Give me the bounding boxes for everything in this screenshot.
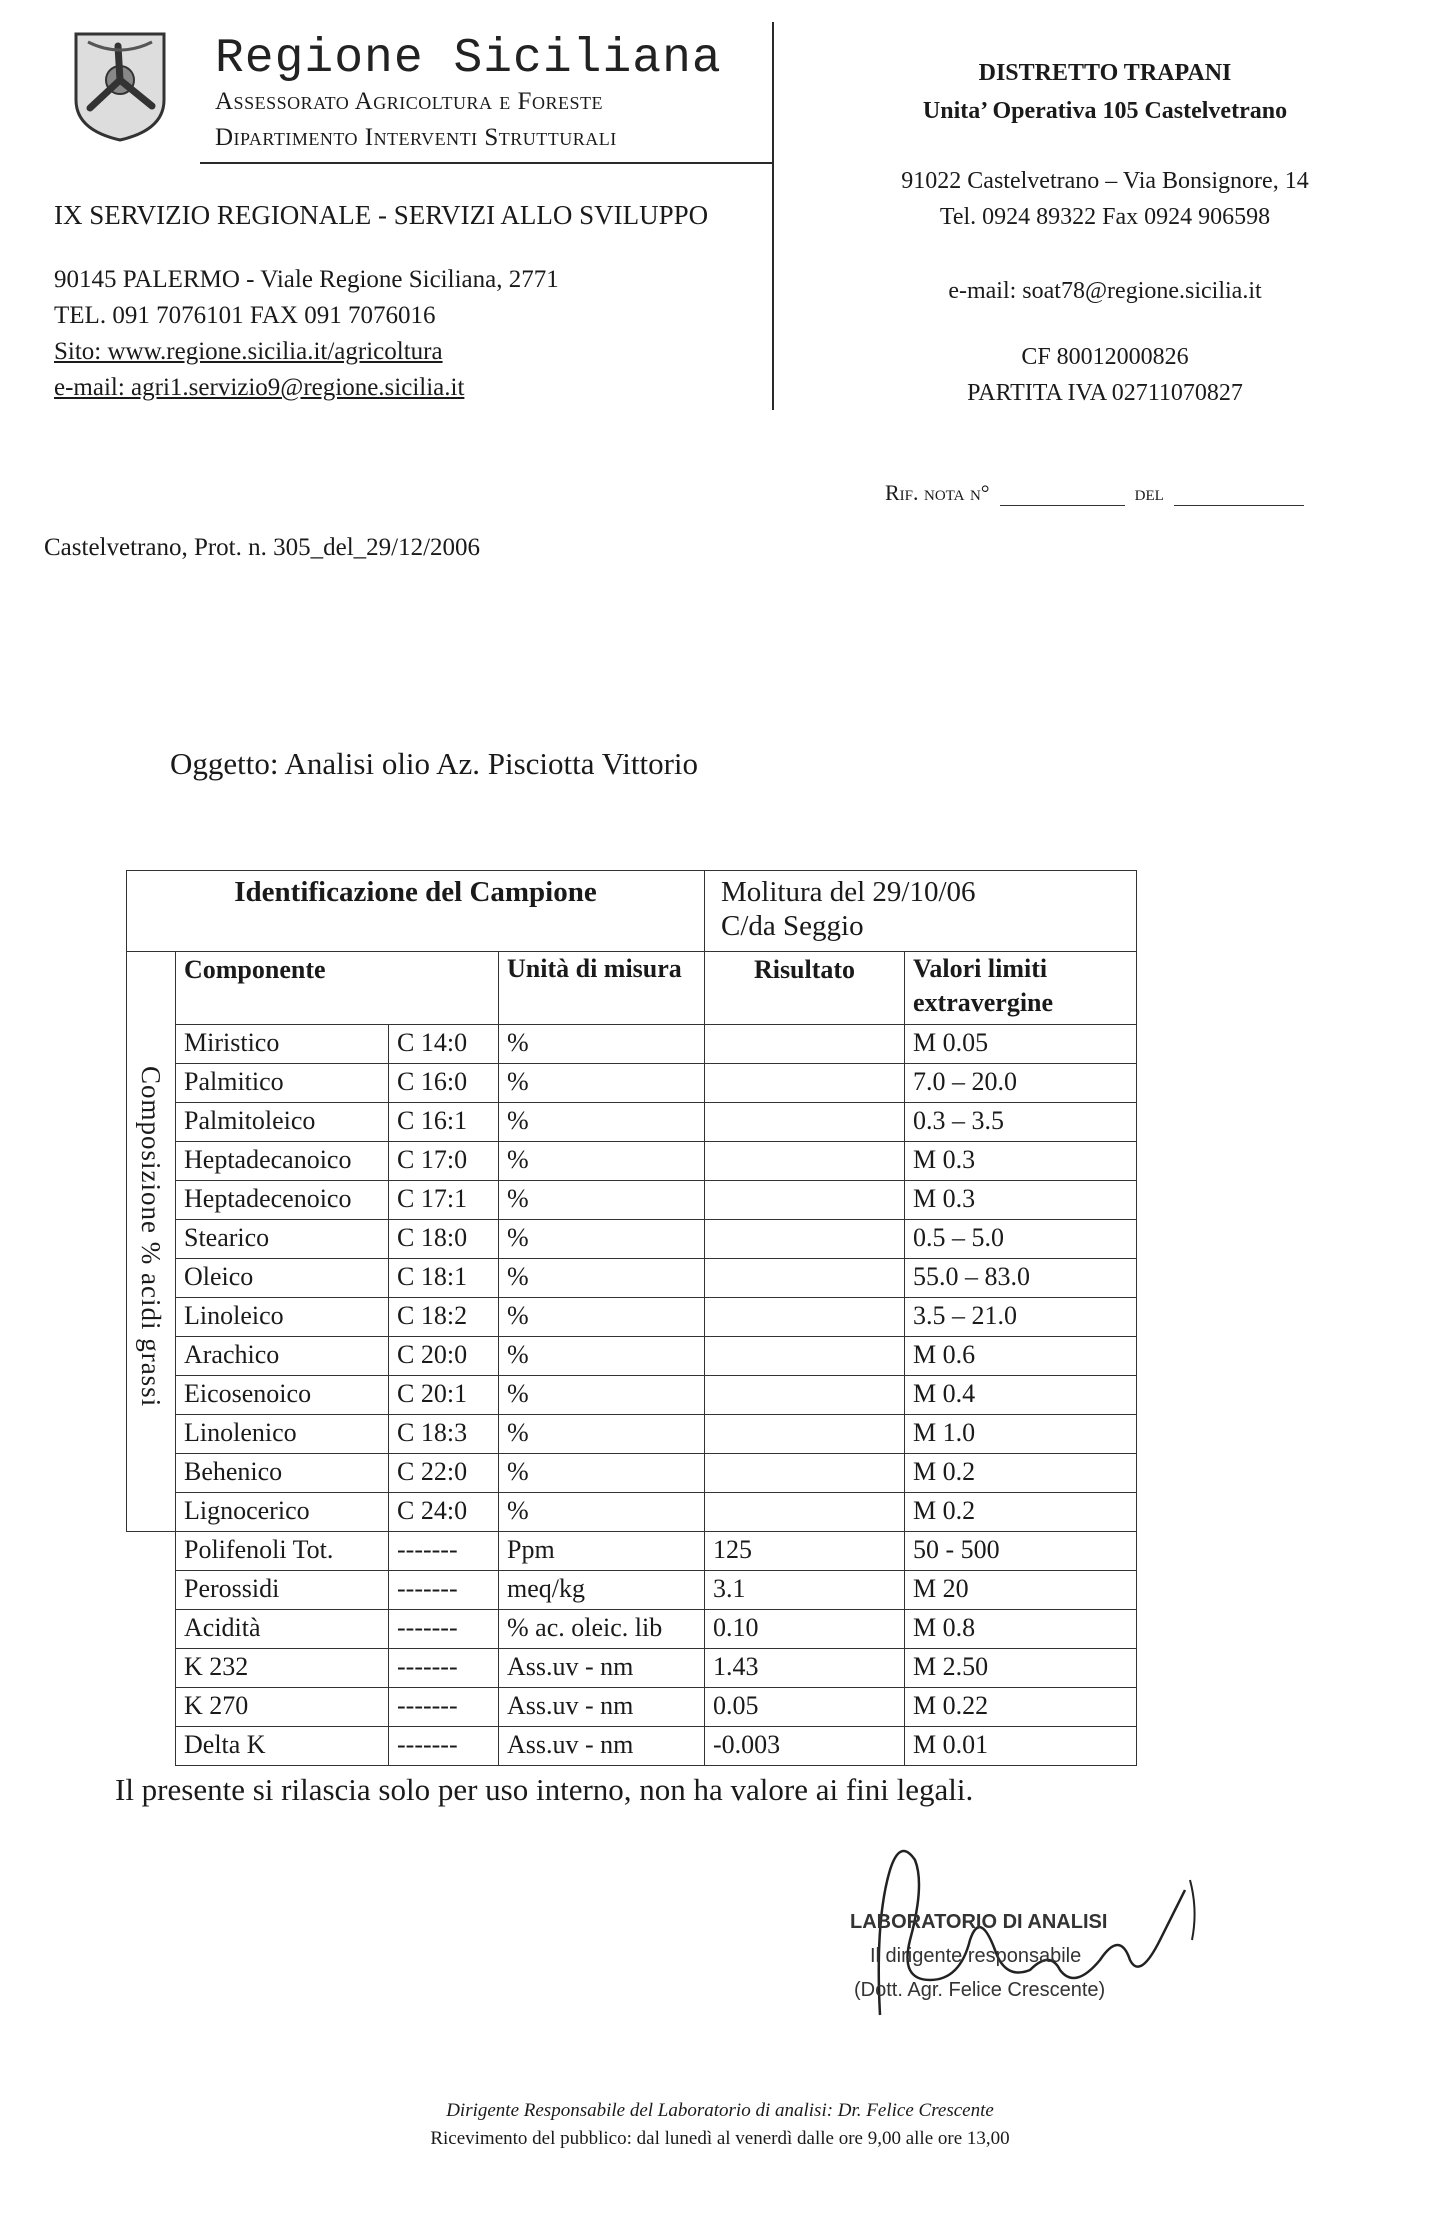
cell-unit: % (499, 1220, 705, 1259)
cell-limit: M 0.01 (905, 1727, 1137, 1766)
cell-result: 0.05 (705, 1688, 905, 1727)
cell-limit: 55.0 – 83.0 (905, 1259, 1137, 1298)
left-address: 90145 PALERMO - Viale Regione Siciliana, 2771 (54, 266, 559, 293)
cell-unit: Ass.uv - nm (499, 1727, 705, 1766)
cell-name: Polifenoli Tot. (176, 1532, 389, 1571)
left-telfax: TEL. 091 7076101 FAX 091 7076016 (54, 302, 436, 329)
cell-limit: 50 - 500 (905, 1532, 1137, 1571)
table-row (127, 1298, 1137, 1337)
cell-code: ------- (389, 1532, 499, 1571)
cell-unit: % (499, 1259, 705, 1298)
cell-unit: % (499, 1298, 705, 1337)
right-telfax: Tel. 0924 89322 Fax 0924 906598 (939, 204, 1271, 230)
cell-code: C 24:0 (389, 1493, 499, 1532)
spacer-cell (127, 1610, 176, 1649)
cell-name: K 232 (176, 1649, 389, 1688)
rif-label: Rif. nota n° (885, 480, 990, 505)
cell-result: -0.003 (705, 1727, 905, 1766)
right-email: e-mail: soat78@regione.sicilia.it (948, 278, 1262, 304)
table-row (127, 1571, 1137, 1610)
table-row (127, 1532, 1137, 1571)
cell-limit: 0.5 – 5.0 (905, 1220, 1137, 1259)
cell-result (705, 1493, 905, 1532)
cell-code: C 20:1 (389, 1376, 499, 1415)
region-emblem-icon (70, 30, 170, 142)
servizio-label: IX SERVIZIO REGIONALE - SERVIZI ALLO SVILUPPO (54, 200, 709, 230)
cell-limit: M 0.4 (905, 1376, 1137, 1415)
table-row (127, 1376, 1137, 1415)
cell-name: Oleico (176, 1259, 389, 1298)
cell-code: C 18:0 (389, 1220, 499, 1259)
cell-name: Palmitico (176, 1064, 389, 1103)
right-address: 91022 Castelvetrano – Via Bonsignore, 14 (901, 168, 1309, 194)
rif-number-blank (1000, 485, 1125, 506)
stamp-line3: (Dott. Agr. Felice Crescente) (854, 1979, 1106, 2001)
assessorato-label: Assessorato Agricoltura e Foreste (215, 88, 603, 115)
sample-line1: Molitura del 29/10/06 (721, 876, 976, 908)
spacer-cell (127, 1688, 176, 1727)
cell-name: Behenico (176, 1454, 389, 1493)
analysis-table (126, 870, 1137, 1766)
table-row (127, 1142, 1137, 1181)
cell-unit: % ac. oleic. lib (499, 1610, 705, 1649)
cell-code: ------- (389, 1727, 499, 1766)
cell-unit: Ppm (499, 1532, 705, 1571)
table-row (127, 1415, 1137, 1454)
left-website-link[interactable]: Sito: www.regione.sicilia.it/agricoltura (54, 338, 443, 365)
cell-result: 125 (705, 1532, 905, 1571)
cell-result (705, 1064, 905, 1103)
cell-name: Heptadecenoico (176, 1181, 389, 1220)
cell-code: ------- (389, 1571, 499, 1610)
cell-result (705, 1376, 905, 1415)
sample-line2: C/da Seggio (721, 910, 864, 942)
table-column-header-row (127, 952, 1137, 1025)
cell-code: ------- (389, 1688, 499, 1727)
cell-limit: 7.0 – 20.0 (905, 1064, 1137, 1103)
unita-operativa: Unita’ Operativa 105 Castelvetrano (922, 98, 1288, 124)
cell-result (705, 1181, 905, 1220)
cell-limit: M 0.6 (905, 1337, 1137, 1376)
cell-result: 3.1 (705, 1571, 905, 1610)
cell-unit: % (499, 1025, 705, 1064)
cell-code: C 18:2 (389, 1298, 499, 1337)
cell-limit: M 0.05 (905, 1025, 1137, 1064)
cell-limit: M 0.2 (905, 1454, 1137, 1493)
cell-code: C 16:1 (389, 1103, 499, 1142)
stamp-line2: Il dirigente responsabile (870, 1945, 1082, 1967)
vertical-label-cell (127, 952, 176, 1532)
table-row (127, 1649, 1137, 1688)
header-divider (200, 162, 772, 164)
right-piva: PARTITA IVA 02711070827 (967, 380, 1243, 406)
cell-unit: % (499, 1181, 705, 1220)
cell-limit: 3.5 – 21.0 (905, 1298, 1137, 1337)
spacer-cell (127, 1649, 176, 1688)
cell-result: 0.10 (705, 1610, 905, 1649)
table-row (127, 1688, 1137, 1727)
subject-line: Oggetto: Analisi olio Az. Pisciotta Vittorio (170, 746, 698, 781)
cell-unit: % (499, 1376, 705, 1415)
cell-limit: M 0.3 (905, 1181, 1137, 1220)
cell-limit: M 0.3 (905, 1142, 1137, 1181)
footer-line1: Dirigente Responsabile del Laboratorio di analisi: Dr. Felice Crescente (446, 2100, 994, 2121)
cell-result (705, 1025, 905, 1064)
cell-code: ------- (389, 1610, 499, 1649)
header-vertical-divider (772, 22, 774, 410)
cell-code: ------- (389, 1649, 499, 1688)
cell-unit: % (499, 1415, 705, 1454)
table-row (127, 1103, 1137, 1142)
stamp-line1: LABORATORIO DI ANALISI (850, 1911, 1108, 1933)
cell-name: Perossidi (176, 1571, 389, 1610)
cell-name: Linoleico (176, 1298, 389, 1337)
cell-name: Heptadecanoico (176, 1142, 389, 1181)
region-title: Regione Siciliana (215, 32, 722, 86)
right-cf: CF 80012000826 (1021, 344, 1189, 370)
cell-result (705, 1415, 905, 1454)
cell-name: Eicosenoico (176, 1376, 389, 1415)
table-row (127, 1493, 1137, 1532)
cell-unit: % (499, 1142, 705, 1181)
col-result: Risultato (705, 952, 905, 1025)
cell-name: Arachico (176, 1337, 389, 1376)
cell-name: Palmitoleico (176, 1103, 389, 1142)
table-row (127, 1727, 1137, 1766)
cell-limit: 0.3 – 3.5 (905, 1103, 1137, 1142)
cell-name: Stearico (176, 1220, 389, 1259)
cell-limit: M 0.2 (905, 1493, 1137, 1532)
cell-result (705, 1337, 905, 1376)
cell-code: C 18:3 (389, 1415, 499, 1454)
cell-result (705, 1259, 905, 1298)
table-row (127, 1610, 1137, 1649)
cell-limit: M 2.50 (905, 1649, 1137, 1688)
cell-result (705, 1103, 905, 1142)
cell-name: Linolenico (176, 1415, 389, 1454)
notice-text: Il presente si rilascia solo per uso interno, non ha valore ai fini legali. (115, 1772, 974, 1807)
cell-code: C 17:1 (389, 1181, 499, 1220)
cell-unit: % (499, 1454, 705, 1493)
cell-result (705, 1454, 905, 1493)
rif-del-label: del (1134, 480, 1164, 505)
cell-code: C 17:0 (389, 1142, 499, 1181)
cell-limit: M 0.8 (905, 1610, 1137, 1649)
col-unit: Unità di misura (499, 952, 705, 1025)
cell-code: C 14:0 (389, 1025, 499, 1064)
table-row (127, 1181, 1137, 1220)
cell-name: Acidità (176, 1610, 389, 1649)
cell-unit: Ass.uv - nm (499, 1688, 705, 1727)
spacer-cell (127, 1727, 176, 1766)
cell-unit: meq/kg (499, 1571, 705, 1610)
id-header: Identificazione del Campione (127, 871, 705, 952)
cell-name: K 270 (176, 1688, 389, 1727)
rif-date-blank (1174, 485, 1304, 506)
cell-name: Delta K (176, 1727, 389, 1766)
cell-code: C 16:0 (389, 1064, 499, 1103)
cell-unit: % (499, 1493, 705, 1532)
cell-code: C 20:0 (389, 1337, 499, 1376)
footer-line2: Ricevimento del pubblico: dal lunedì al venerdì dalle ore 9,00 alle ore 13,00 (430, 2128, 1010, 2149)
col-limits: Valori limiti extravergine (905, 952, 1137, 1025)
cell-limit: M 0.22 (905, 1688, 1137, 1727)
cell-result (705, 1220, 905, 1259)
cell-unit: % (499, 1103, 705, 1142)
cell-unit: % (499, 1337, 705, 1376)
table-row (127, 1259, 1137, 1298)
left-email-link[interactable]: e-mail: agri1.servizio9@regione.sicilia.it (54, 374, 465, 401)
dipartimento-label: Dipartimento Interventi Strutturali (215, 124, 617, 151)
cell-result (705, 1298, 905, 1337)
cell-name: Lignocerico (176, 1493, 389, 1532)
spacer-cell (127, 1571, 176, 1610)
protocol-line: Castelvetrano, Prot. n. 305_del_29/12/2006 (44, 534, 481, 561)
cell-result (705, 1142, 905, 1181)
table-header-id-row (127, 871, 1137, 952)
cell-result: 1.43 (705, 1649, 905, 1688)
table-row (127, 1454, 1137, 1493)
table-row (127, 1337, 1137, 1376)
sample-info (705, 871, 1137, 952)
cell-code: C 18:1 (389, 1259, 499, 1298)
table-row (127, 1220, 1137, 1259)
spacer-cell (127, 1532, 176, 1571)
table-row (127, 1064, 1137, 1103)
reference-note (885, 480, 1304, 506)
cell-limit: M 1.0 (905, 1415, 1137, 1454)
cell-unit: % (499, 1064, 705, 1103)
cell-unit: Ass.uv - nm (499, 1649, 705, 1688)
table-row (127, 1025, 1137, 1064)
cell-code: C 22:0 (389, 1454, 499, 1493)
distretto-title: DISTRETTO TRAPANI (978, 60, 1232, 86)
vertical-label: Composizione % acidi grassi (136, 1065, 166, 1408)
col-component: Componente (176, 952, 499, 1025)
cell-limit: M 20 (905, 1571, 1137, 1610)
lab-stamp (850, 1905, 1107, 2007)
cell-name: Miristico (176, 1025, 389, 1064)
